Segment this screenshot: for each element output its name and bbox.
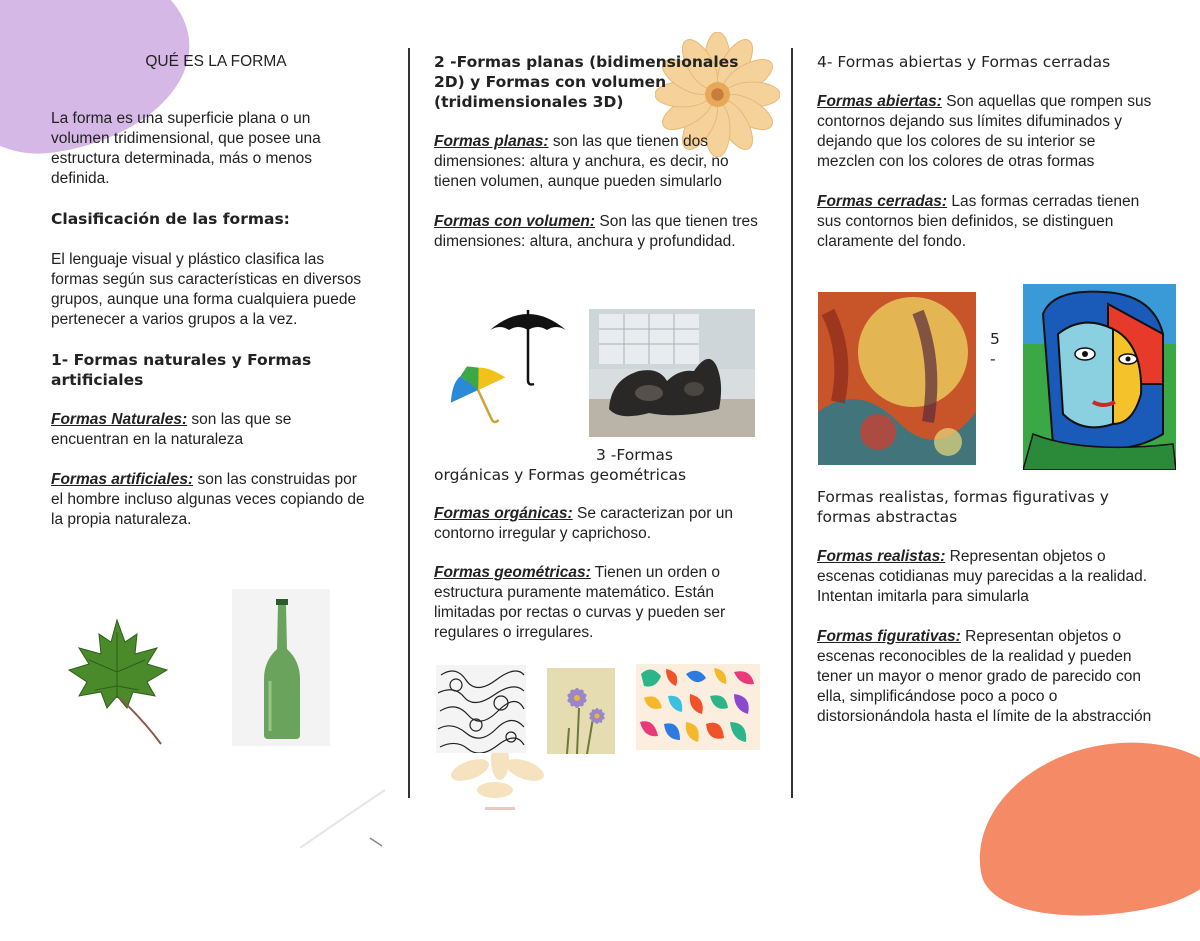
section-5-heading: Formas realistas, formas figurativas y formas abstractas bbox=[817, 488, 1109, 526]
figurative-forms-paragraph bbox=[817, 627, 1152, 727]
closed-forms-paragraph bbox=[817, 192, 1152, 252]
open-forms-text: Son aquellas que rompen sus contornos dejando sus límites difuminados y dejando que los colores de su interior se mezclen con los colores de otras formas bbox=[817, 93, 1152, 170]
flat-forms-term: Formas planas: bbox=[434, 133, 549, 150]
natural-forms-paragraph bbox=[51, 410, 371, 450]
geometric-forms-term: Formas geométricas: bbox=[434, 564, 591, 581]
intro-paragraph: La forma es una superficie plana o un volumen tridimensional, que posee una estructura determinada, más o menos definida. bbox=[51, 110, 321, 187]
section-2-heading: 2 -Formas planas (bidimensionales 2D) y Formas con volumen (tridimensionales 3D) bbox=[434, 53, 739, 111]
page-title: QUÉ ES LA FORMA bbox=[145, 53, 287, 70]
column-3-section-5 bbox=[817, 487, 1152, 727]
column-3 bbox=[817, 52, 1152, 252]
maple-leaf-image bbox=[65, 612, 175, 747]
open-forms-term: Formas abiertas: bbox=[817, 93, 942, 110]
section-3-heading-line2: orgánicas y Formas geométricas bbox=[434, 466, 687, 484]
realistic-forms-term: Formas realistas: bbox=[817, 548, 946, 565]
section-3-heading-line1: 3 -Formas bbox=[596, 446, 674, 464]
classification-paragraph: El lenguaje visual y plástico clasifica las formas según sus características en diversos grupos, aunque una forma cualquiera puede pertenecer a varios grupos a la vez. bbox=[51, 251, 362, 328]
closed-forms-painting bbox=[1023, 284, 1176, 470]
organic-forms-term: Formas orgánicas: bbox=[434, 505, 573, 522]
artificial-forms-paragraph bbox=[51, 470, 371, 530]
branch-decoration bbox=[300, 780, 390, 848]
column-2 bbox=[434, 52, 769, 252]
closed-forms-term: Formas cerradas: bbox=[817, 193, 948, 210]
realistic-forms-paragraph bbox=[817, 547, 1152, 607]
organic-forms-paragraph bbox=[434, 504, 769, 544]
column-1 bbox=[51, 52, 371, 530]
sculpture-photo bbox=[589, 309, 755, 437]
column-2-section-3 bbox=[434, 445, 769, 643]
geometric-forms-text: Tienen un orden o estructura puramente matemático. Están limitadas por rectas o curvas y pueden ser regulares o irregulares. bbox=[434, 564, 726, 641]
artificial-forms-term: Formas artificiales: bbox=[51, 471, 194, 488]
classification-heading: Clasificación de las formas: bbox=[51, 210, 290, 228]
section-4-heading: 4- Formas abiertas y Formas cerradas bbox=[817, 53, 1111, 71]
natural-forms-text: son las que se encuentran en la naturaleza bbox=[51, 411, 292, 448]
volume-forms-paragraph bbox=[434, 212, 769, 252]
closed-forms-text: Las formas cerradas tienen sus contornos bien definidos, se distinguen claramente del fondo. bbox=[817, 193, 1140, 250]
open-forms-painting bbox=[818, 292, 976, 465]
figurative-forms-text: Representan objetos o escenas reconocibles de la realidad y pueden tener un mayor o menor grado de parecido con ella, simplificándose poco a poco o distorsionándola hasta el límite de la abstracción bbox=[817, 628, 1152, 725]
open-forms-paragraph bbox=[817, 92, 1152, 172]
volume-forms-text: Son las que tienen tres dimensiones: altura, anchura y profundidad. bbox=[434, 213, 758, 250]
realistic-forms-text: Representan objetos o escenas cotidianas muy parecidas a la realidad. Intentan imitarla para simularla bbox=[817, 548, 1147, 605]
section-5-dash: - bbox=[990, 350, 996, 368]
section-1-heading: 1- Formas naturales y Formas artificiales bbox=[51, 351, 312, 389]
column-divider-left bbox=[408, 48, 410, 798]
decor-orange-blob bbox=[960, 719, 1200, 941]
flower-painting-image bbox=[547, 668, 615, 754]
colorful-abstract-pattern-image bbox=[636, 664, 760, 750]
volume-forms-term: Formas con volumen: bbox=[434, 213, 596, 230]
bottle-image bbox=[232, 589, 330, 746]
organic-forms-text: Se caracterizan por un contorno irregular y caprichoso. bbox=[434, 505, 733, 542]
flat-forms-text: son las que tienen dos dimensiones: altura y anchura, es decir, no tienen volumen, aunque pueden simularlo bbox=[434, 133, 729, 190]
organic-pattern-image bbox=[436, 665, 526, 753]
section-5-number: 5 bbox=[990, 330, 1000, 348]
geometric-forms-paragraph bbox=[434, 563, 769, 643]
flat-forms-paragraph bbox=[434, 132, 769, 192]
column-divider-right bbox=[791, 48, 793, 798]
umbrellas-image bbox=[440, 300, 575, 435]
natural-forms-term: Formas Naturales: bbox=[51, 411, 188, 428]
figurative-forms-term: Formas figurativas: bbox=[817, 628, 961, 645]
artificial-forms-text: son las construidas por el hombre incluso algunas veces copiando de la propia naturaleza. bbox=[51, 471, 365, 528]
